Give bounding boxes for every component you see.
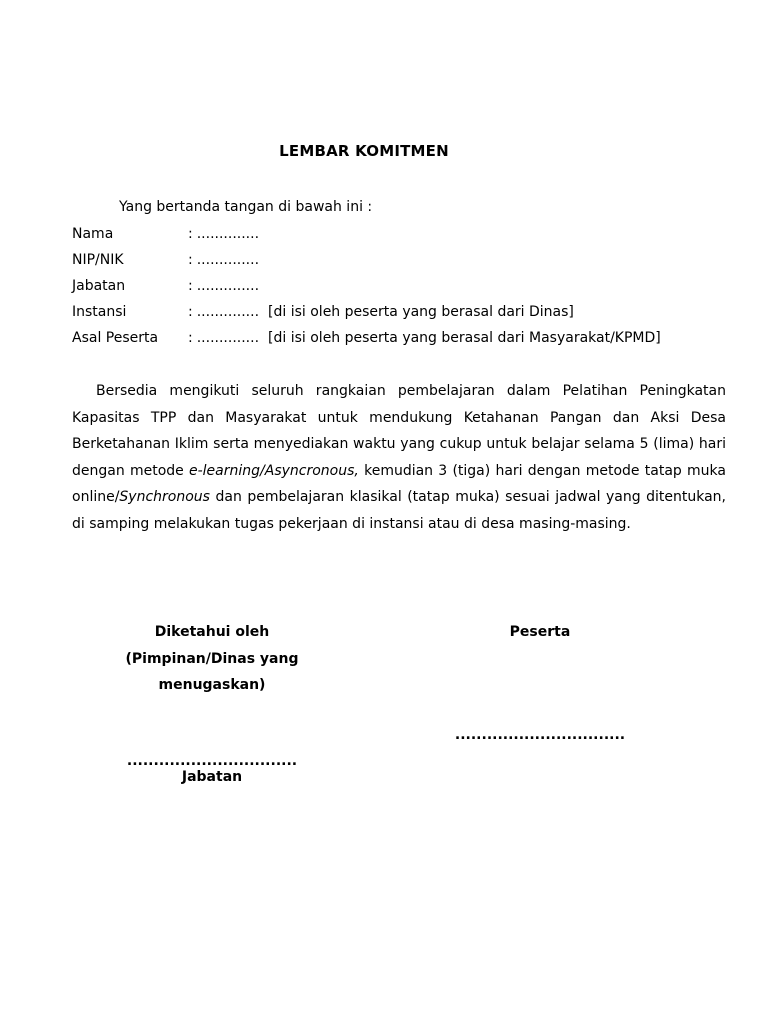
field-colon: : <box>188 226 193 242</box>
signature-block-participant <box>440 619 640 646</box>
document-title: LEMBAR KOMITMEN <box>279 142 449 160</box>
field-colon: : <box>188 304 193 320</box>
field-value-placeholder: .............. <box>196 330 260 346</box>
approver-signature-line: ................................ <box>126 753 298 769</box>
field-note: [di isi oleh peserta yang berasal dari Masyarakat/KPMD] <box>268 330 661 346</box>
field-label: Asal Peserta <box>72 330 159 346</box>
approver-subheading-cont: menugaskan) <box>158 677 266 693</box>
paragraph-text: dan pembelajaran klasikal (tatap muka) sesuai jadwal yang ditentukan, di samping melakukan tugas pekerjaan di instansi atau di desa masing-masing. <box>72 489 726 532</box>
field-label: Instansi <box>72 304 127 320</box>
participant-heading: Peserta <box>509 624 571 640</box>
approver-heading: Diketahui oleh <box>154 624 270 640</box>
field-label: Nama <box>72 226 114 242</box>
field-row-jabatan <box>72 277 661 303</box>
field-row-nip-nik <box>72 251 661 277</box>
paragraph-text: kemudian 3 (tiga) hari dengan metode tatap muka online/ <box>72 462 726 506</box>
commitment-paragraph <box>72 378 726 538</box>
field-colon: : <box>188 278 193 294</box>
field-value-placeholder: .............. <box>196 278 260 294</box>
approver-role-label: Jabatan <box>181 769 243 785</box>
field-row-asal-peserta <box>72 329 661 355</box>
field-note: [di isi oleh peserta yang berasal dari Dinas] <box>268 304 574 320</box>
field-value-placeholder: .............. <box>196 226 260 242</box>
paragraph-italic-text: Synchronous <box>119 489 210 506</box>
paragraph-italic-text: e-learning/Asyncronous, <box>189 462 359 479</box>
field-value-placeholder: .............. <box>196 304 260 320</box>
field-row-nama <box>72 225 661 251</box>
field-label: NIP/NIK <box>72 252 124 268</box>
field-colon: : <box>188 252 193 268</box>
approver-subheading: (Pimpinan/Dinas yang <box>125 650 299 667</box>
intro-text: Yang bertanda tangan di bawah ini : <box>119 199 373 215</box>
field-label: Jabatan <box>72 278 126 294</box>
identity-fields <box>72 225 661 355</box>
participant-signature-line: ................................ <box>454 727 626 743</box>
field-value-placeholder: .............. <box>196 252 260 268</box>
paragraph-text: Bersedia mengikuti seluruh rangkaian pembelajaran dalam Pelatihan Peningkatan Kapasitas TPP dan Masyarakat untuk mendukung Ketahanan Pangan dan Aksi Desa Berketahanan Iklim serta menyediakan waktu yang cukup untuk belajar selama 5 (lima) hari dengan metode <box>72 383 726 479</box>
field-row-instansi <box>72 303 661 329</box>
signature-block-approver <box>92 619 332 699</box>
field-colon: : <box>188 330 193 346</box>
